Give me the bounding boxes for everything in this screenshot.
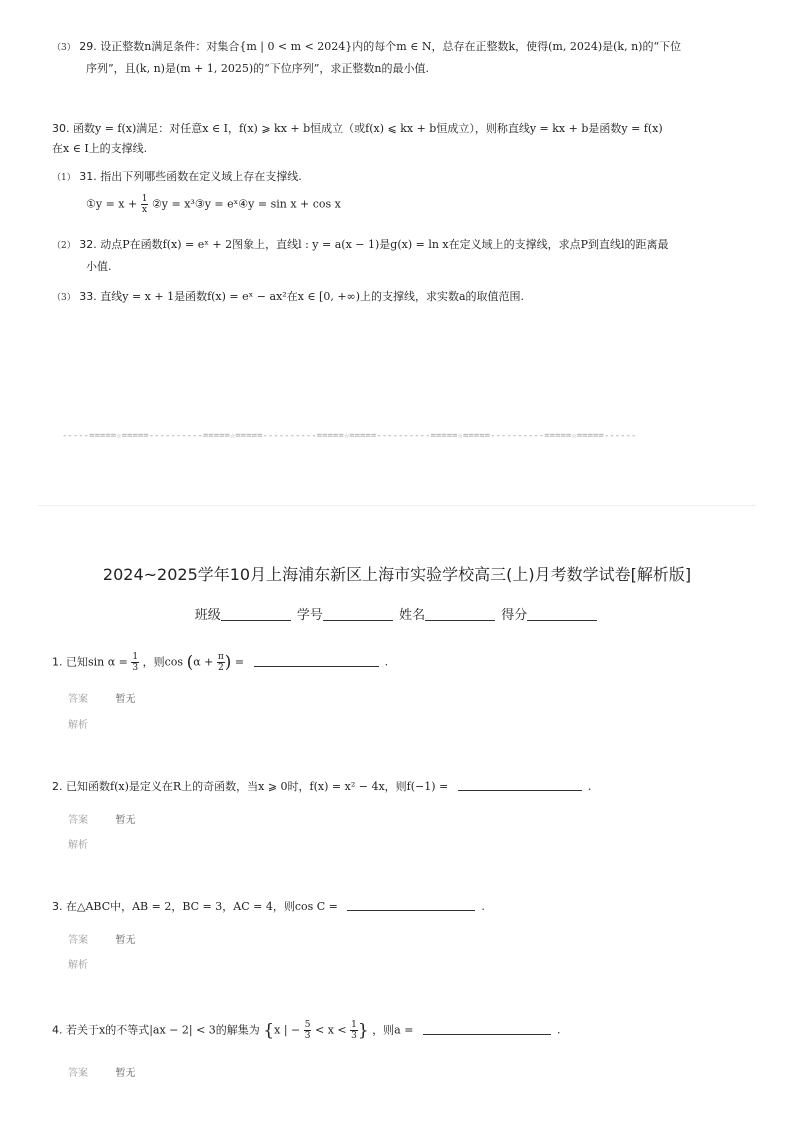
name-blank[interactable] xyxy=(425,608,495,621)
question-2 xyxy=(52,778,591,794)
q3-answer-value: 暂无 xyxy=(115,935,136,946)
q4-answer-value: 暂无 xyxy=(115,1068,136,1079)
q2-answer-row xyxy=(68,811,136,826)
q2-text: 已知函数f(x)是定义在R上的奇函数，当x ⩾ 0时，f(x) = x² − 4x，则f(−1) = xyxy=(66,780,449,793)
q31-options-a: ①y = x + xyxy=(86,197,138,211)
q1-answer-value: 暂无 xyxy=(115,694,136,705)
q33-text-1: 直线y = x + 1是函数f(x) = eˣ − ax²在x ∈ [0, +∞)上的支撑线，求实数a的取值范围. xyxy=(100,290,525,303)
q1-answer-row xyxy=(68,690,136,705)
section-divider: -----=====☆=====----------=====☆=====----------=====☆=====----------=====☆=====----------=====☆=====------ xyxy=(62,431,637,441)
q32-number: 32. xyxy=(79,238,97,251)
q4-fraction-2 xyxy=(350,1020,358,1041)
q4-frac2-den: 3 xyxy=(351,1031,357,1041)
page-break-line xyxy=(38,505,756,506)
q1-prefix: 已知sin α = xyxy=(66,655,128,669)
q4-answer-row xyxy=(68,1064,136,1079)
q1-answer-blank[interactable] xyxy=(254,656,379,667)
q31-fraction xyxy=(141,194,149,215)
id-label: 学号 xyxy=(296,608,323,623)
q33-line1 xyxy=(52,288,524,304)
q1-suffix: = xyxy=(234,655,245,669)
q31-line1 xyxy=(52,168,302,184)
q30-number: 30. xyxy=(52,122,70,135)
q4-frac1-den: 3 xyxy=(304,1031,311,1041)
question-1 xyxy=(52,652,388,673)
q31-frac-den: x xyxy=(142,205,148,215)
q4-end: . xyxy=(556,1023,561,1037)
question-3 xyxy=(52,898,485,914)
q29-text-2: 序列”，且(k, n)是(m + 1, 2025)的“下位序列”，求正整数n的最小值. xyxy=(86,62,429,75)
q4-brace-open: { xyxy=(263,1020,275,1041)
q3-answer-label: 答案 xyxy=(68,935,88,946)
question-4 xyxy=(52,1020,560,1041)
q2-answer-label: 答案 xyxy=(68,815,88,826)
q1-frac-num: 1 xyxy=(132,652,139,662)
q2-answer-value: 暂无 xyxy=(115,815,136,826)
q31-sub-marker: （1） xyxy=(52,173,76,183)
q1-inner-frac-num: π xyxy=(217,652,224,662)
q2-analysis-label: 解析 xyxy=(68,840,88,851)
q4-frac1-num: 5 xyxy=(304,1020,311,1030)
q31-frac-num: 1 xyxy=(141,194,148,204)
q4-frac2-num: 1 xyxy=(351,1020,357,1030)
q32-text-2: 小值. xyxy=(86,260,112,273)
q4-set-a: x | − xyxy=(274,1023,301,1037)
q2-answer-blank[interactable] xyxy=(458,780,582,791)
class-blank[interactable] xyxy=(221,608,291,621)
q3-answer-blank[interactable] xyxy=(347,900,475,911)
q32-line1 xyxy=(52,236,669,252)
score-label: 得分 xyxy=(501,608,528,623)
class-label: 班级 xyxy=(194,608,221,623)
name-label: 姓名 xyxy=(399,608,426,623)
q1-paren-close: ) xyxy=(224,652,232,673)
q33-number: 33. xyxy=(79,290,97,303)
q32-text-1: 动点P在函数f(x) = eˣ + 2图象上，直线l : y = a(x − 1)是g(x) = ln x在定义域上的支撑线，求点P到直线l的距离最 xyxy=(100,238,669,251)
q29-text-1: 设正整数n满足条件：对集合{m | 0 < m < 2024}内的每个m ∈ N，总存在正整数k，使得(m, 2024)是(k, n)的“下位 xyxy=(100,40,682,53)
q4-prefix: 若关于x的不等式|ax − 2| < 3的解集为 xyxy=(66,1023,260,1037)
q30-line1 xyxy=(52,120,663,136)
q30-text-1: 函数y = f(x)满足：对任意x ∈ I，f(x) ⩾ kx + b恒成立（或f(x) ⩽ kx + b恒成立），则称直线y = kx + b是函数y = f(x) xyxy=(73,122,663,135)
q2-number: 2. xyxy=(52,780,63,793)
q4-number: 4. xyxy=(52,1023,63,1037)
q29-sub-marker: （3） xyxy=(52,43,76,53)
q1-inner-fraction xyxy=(217,652,225,673)
q1-analysis-label: 解析 xyxy=(68,720,88,731)
q3-answer-row xyxy=(68,931,136,946)
exam-title: 2024~2025学年10月上海浦东新区上海市实验学校高三(上)月考数学试卷[解析版] xyxy=(102,565,692,584)
q31-options xyxy=(86,194,341,215)
q3-text: 在△ABC中，AB = 2，BC = 3，AC = 4，则cos C = xyxy=(66,900,338,913)
q4-brace-close: } xyxy=(357,1020,369,1041)
q33-sub-marker: （3） xyxy=(52,293,76,303)
q29-number: 29. xyxy=(79,40,97,53)
q3-number: 3. xyxy=(52,900,63,913)
q29-line1 xyxy=(52,38,681,54)
q1-answer-label: 答案 xyxy=(68,694,88,705)
q31-options-b: ②y = x³③y = eˣ④y = sin x + cos x xyxy=(151,197,341,211)
q1-number: 1. xyxy=(52,655,63,669)
score-blank[interactable] xyxy=(527,608,597,621)
q1-fraction xyxy=(131,652,139,673)
q4-answer-label: 答案 xyxy=(68,1068,88,1079)
student-info-row xyxy=(0,604,794,623)
q31-number: 31. xyxy=(79,170,97,183)
q4-fraction-1 xyxy=(304,1020,312,1041)
q4-answer-blank[interactable] xyxy=(423,1024,551,1035)
q1-mid: ，则cos xyxy=(142,655,184,669)
q1-inner: α + xyxy=(193,655,214,669)
q1-frac-den: 3 xyxy=(132,663,139,673)
q1-end: . xyxy=(384,655,389,669)
q30-text-2: 在x ∈ I上的支撑线. xyxy=(52,142,148,155)
id-blank[interactable] xyxy=(323,608,393,621)
q4-suffix: ，则a = xyxy=(372,1023,414,1037)
q4-set-b: < x < xyxy=(314,1023,347,1037)
q3-analysis-label: 解析 xyxy=(68,960,88,971)
q3-end: . xyxy=(481,900,485,913)
q1-paren-open: ( xyxy=(186,652,194,673)
q1-inner-frac-den: 2 xyxy=(217,663,224,673)
q2-end: . xyxy=(587,780,592,793)
q32-sub-marker: （2） xyxy=(52,241,76,251)
q31-text-1: 指出下列哪些函数在定义域上存在支撑线. xyxy=(100,170,302,183)
